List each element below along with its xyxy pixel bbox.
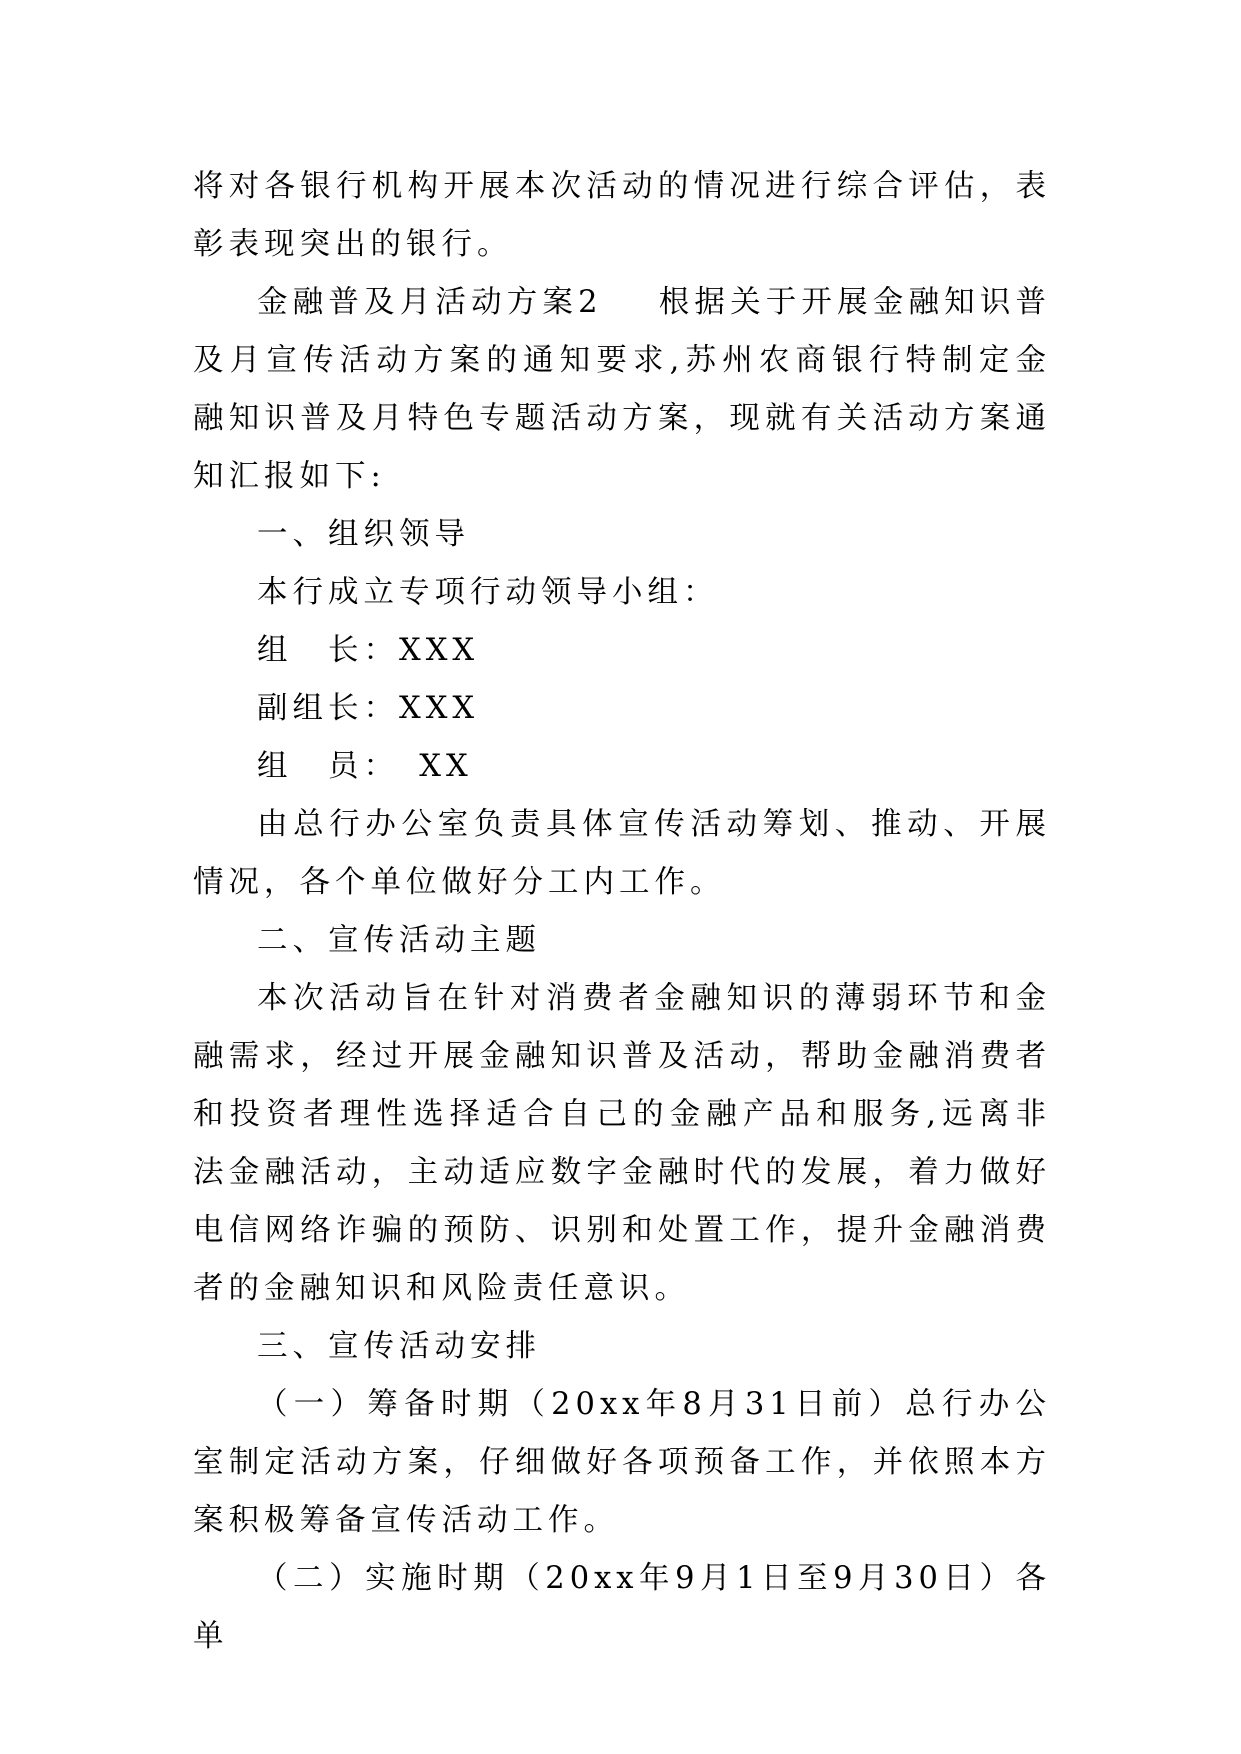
plan-intro: 根据关于开展金融知识普及月宣传活动方案的通知要求,苏州农商银行特制定金融知识普及月特色专题活动方案，现就有关活动方案通知汇报如下:: [193, 285, 1052, 494]
section-heading-arrangement: 三、宣传活动安排: [257, 1329, 541, 1364]
paragraph-plan-2: [193, 274, 1051, 506]
group-member-line: 组 员： XX: [257, 749, 473, 784]
section-heading-organization: 一、组织领导: [257, 517, 470, 552]
paragraph-implementation: （二）实施时期（20xx年9月1日至9月30日）各单: [193, 1561, 1051, 1654]
paragraph-preparation: （一）筹备时期（20xx年8月31日前）总行办公室制定活动方案，仔细做好各项预备工作，并依照本方案积极筹备宣传活动工作。: [193, 1387, 1051, 1538]
paragraph-theme: 本次活动旨在针对消费者金融知识的薄弱环节和金融需求，经过开展金融知识普及活动，帮助金融消费者和投资者理性选择适合自己的金融产品和服务,远离非法金融活动，主动适应数字金融时代的发展，着力做好电信网络诈骗的预防、识别和处置工作，提升金融消费者的金融知识和风险责任意识。: [193, 981, 1051, 1306]
paragraph-responsibility: 由总行办公室负责具体宣传活动筹划、推动、开展情况，各个单位做好分工内工作。: [193, 807, 1051, 900]
document-body: [193, 158, 1051, 1666]
paragraph-evaluation: 将对各银行机构开展本次活动的情况进行综合评估，表彰表现突出的银行。: [193, 169, 1051, 262]
deputy-leader-line: 副组长：XXX: [257, 691, 480, 726]
plan-title: 金融普及月活动方案2: [257, 285, 603, 320]
group-leader-line: 组 长：XXX: [257, 633, 480, 668]
paragraph-leading-group: 本行成立专项行动领导小组：: [257, 575, 719, 610]
section-heading-theme: 二、宣传活动主题: [257, 923, 541, 958]
